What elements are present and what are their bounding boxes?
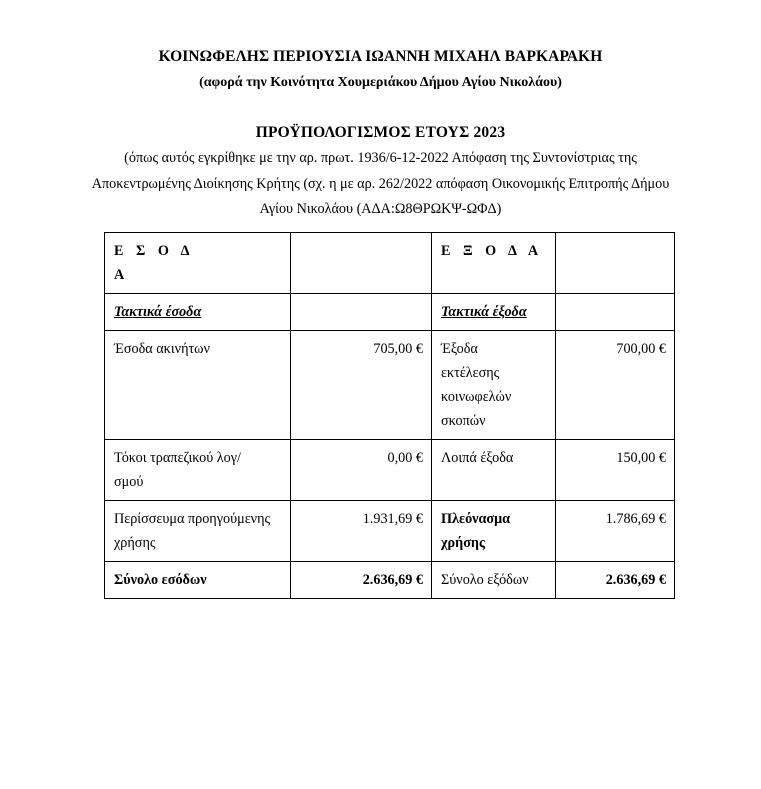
table-row: [105, 501, 675, 562]
totals-income-amount: 2.636,69 €: [291, 562, 432, 599]
document-subtitle: (αφορά την Κοινότητα Χουμεριάκου Δήμου Αγίου Νικολάου): [199, 75, 562, 90]
totals-income-label: Σύνολο εσόδων: [105, 562, 291, 599]
header-income-label-line-2: Α: [114, 267, 129, 283]
row-2-cell-expense-amount: 150,00 €: [556, 440, 675, 501]
row-2-cell-expense-label: [432, 440, 556, 501]
approval-note-line-2: Αποκεντρωμένης Διοίκησης Κρήτης (σχ. η με αρ. 262/2022 απόφαση Οικονομικής Επιτροπής Δήμου: [91, 175, 670, 192]
row-1-income-label: Έσοδα ακινήτων: [114, 341, 210, 357]
section-expense-label: Τακτικά έξοδα: [441, 304, 527, 320]
header-income-label-line-1: Ε Σ Ο Δ: [114, 243, 195, 259]
row-1-expense-label-line-2: εκτέλεσης: [441, 365, 500, 381]
row-1-expense-label-line-1: Έξοδα: [441, 341, 478, 357]
table-row: [105, 440, 675, 501]
row-3-income-label-line-2: χρήσης: [114, 535, 156, 551]
row-1-cell-expense-amount: 700,00 €: [556, 331, 675, 440]
section-cell-income: [105, 294, 291, 331]
row-3-cell-expense-label: [432, 501, 556, 562]
row-1-expense-label-line-4: σκοπών: [441, 413, 486, 429]
row-3-expense-label-line-2: χρήσης: [441, 535, 485, 551]
budget-table-container: [104, 232, 674, 599]
row-3-cell-income-label: [105, 501, 291, 562]
table-section-row: [105, 294, 675, 331]
header-cell-expense: [432, 233, 556, 294]
budget-year-heading: ΠΡΟΫΠΟΛΟΓΙΣΜΟΣ ΕΤΟΥΣ 2023: [255, 124, 506, 141]
row-2-expense-label: Λοιπά έξοδα: [441, 450, 514, 466]
table-totals-row: [105, 562, 675, 599]
document-title: ΚΟΙΝΩΦΕΛΗΣ ΠΕΡΙΟΥΣΙΑ ΙΩΑΝΝΗ ΜΙΧΑΗΛ ΒΑΡΚΑΡΑΚΗ: [158, 48, 603, 65]
section-cell-expense-amount: [556, 294, 675, 331]
header-cell-income-amount: [291, 233, 432, 294]
approval-note-line-3: Αγίου Νικολάου (ΑΔΑ:Ω8ΘΡΩΚΨ-ΩΦΔ): [259, 201, 502, 217]
header-cell-expense-amount: [556, 233, 675, 294]
row-1-cell-income-amount: 705,00 €: [291, 331, 432, 440]
approval-note: [0, 146, 761, 223]
budget-table: [104, 232, 675, 599]
section-income-label: Τακτικά έσοδα: [114, 304, 202, 320]
row-2-income-label-line-1: Τόκοι τραπεζικού λογ/: [114, 450, 241, 466]
approval-note-line-1: (όπως αυτός εγκρίθηκε με την αρ. πρωτ. 1936/6-12-2022 Απόφαση της Συντονίστριας της: [124, 150, 637, 166]
row-2-income-label-line-2: σμού: [114, 474, 144, 490]
row-3-expense-label-line-1: Πλεόνασμα: [441, 511, 511, 527]
document-heading: [0, 0, 761, 223]
row-3-income-label-line-1: Περίσσευμα προηγούμενης: [114, 511, 271, 527]
table-header-row: [105, 233, 675, 294]
table-row: [105, 331, 675, 440]
section-cell-expense: [432, 294, 556, 331]
header-expense-label: Ε Ξ Ο Δ Α: [441, 243, 543, 259]
section-cell-income-amount: [291, 294, 432, 331]
row-2-cell-income-amount: 0,00 €: [291, 440, 432, 501]
row-2-cell-income-label: [105, 440, 291, 501]
row-1-cell-expense-label: [432, 331, 556, 440]
row-1-cell-income-label: [105, 331, 291, 440]
row-3-cell-income-amount: 1.931,69 €: [291, 501, 432, 562]
row-3-cell-expense-amount: 1.786,69 €: [556, 501, 675, 562]
row-1-expense-label-line-3: κοινωφελών: [441, 389, 512, 405]
totals-expense-label: Σύνολο εξόδων: [432, 562, 556, 599]
header-cell-income: [105, 233, 291, 294]
totals-expense-amount: 2.636,69 €: [556, 562, 675, 599]
